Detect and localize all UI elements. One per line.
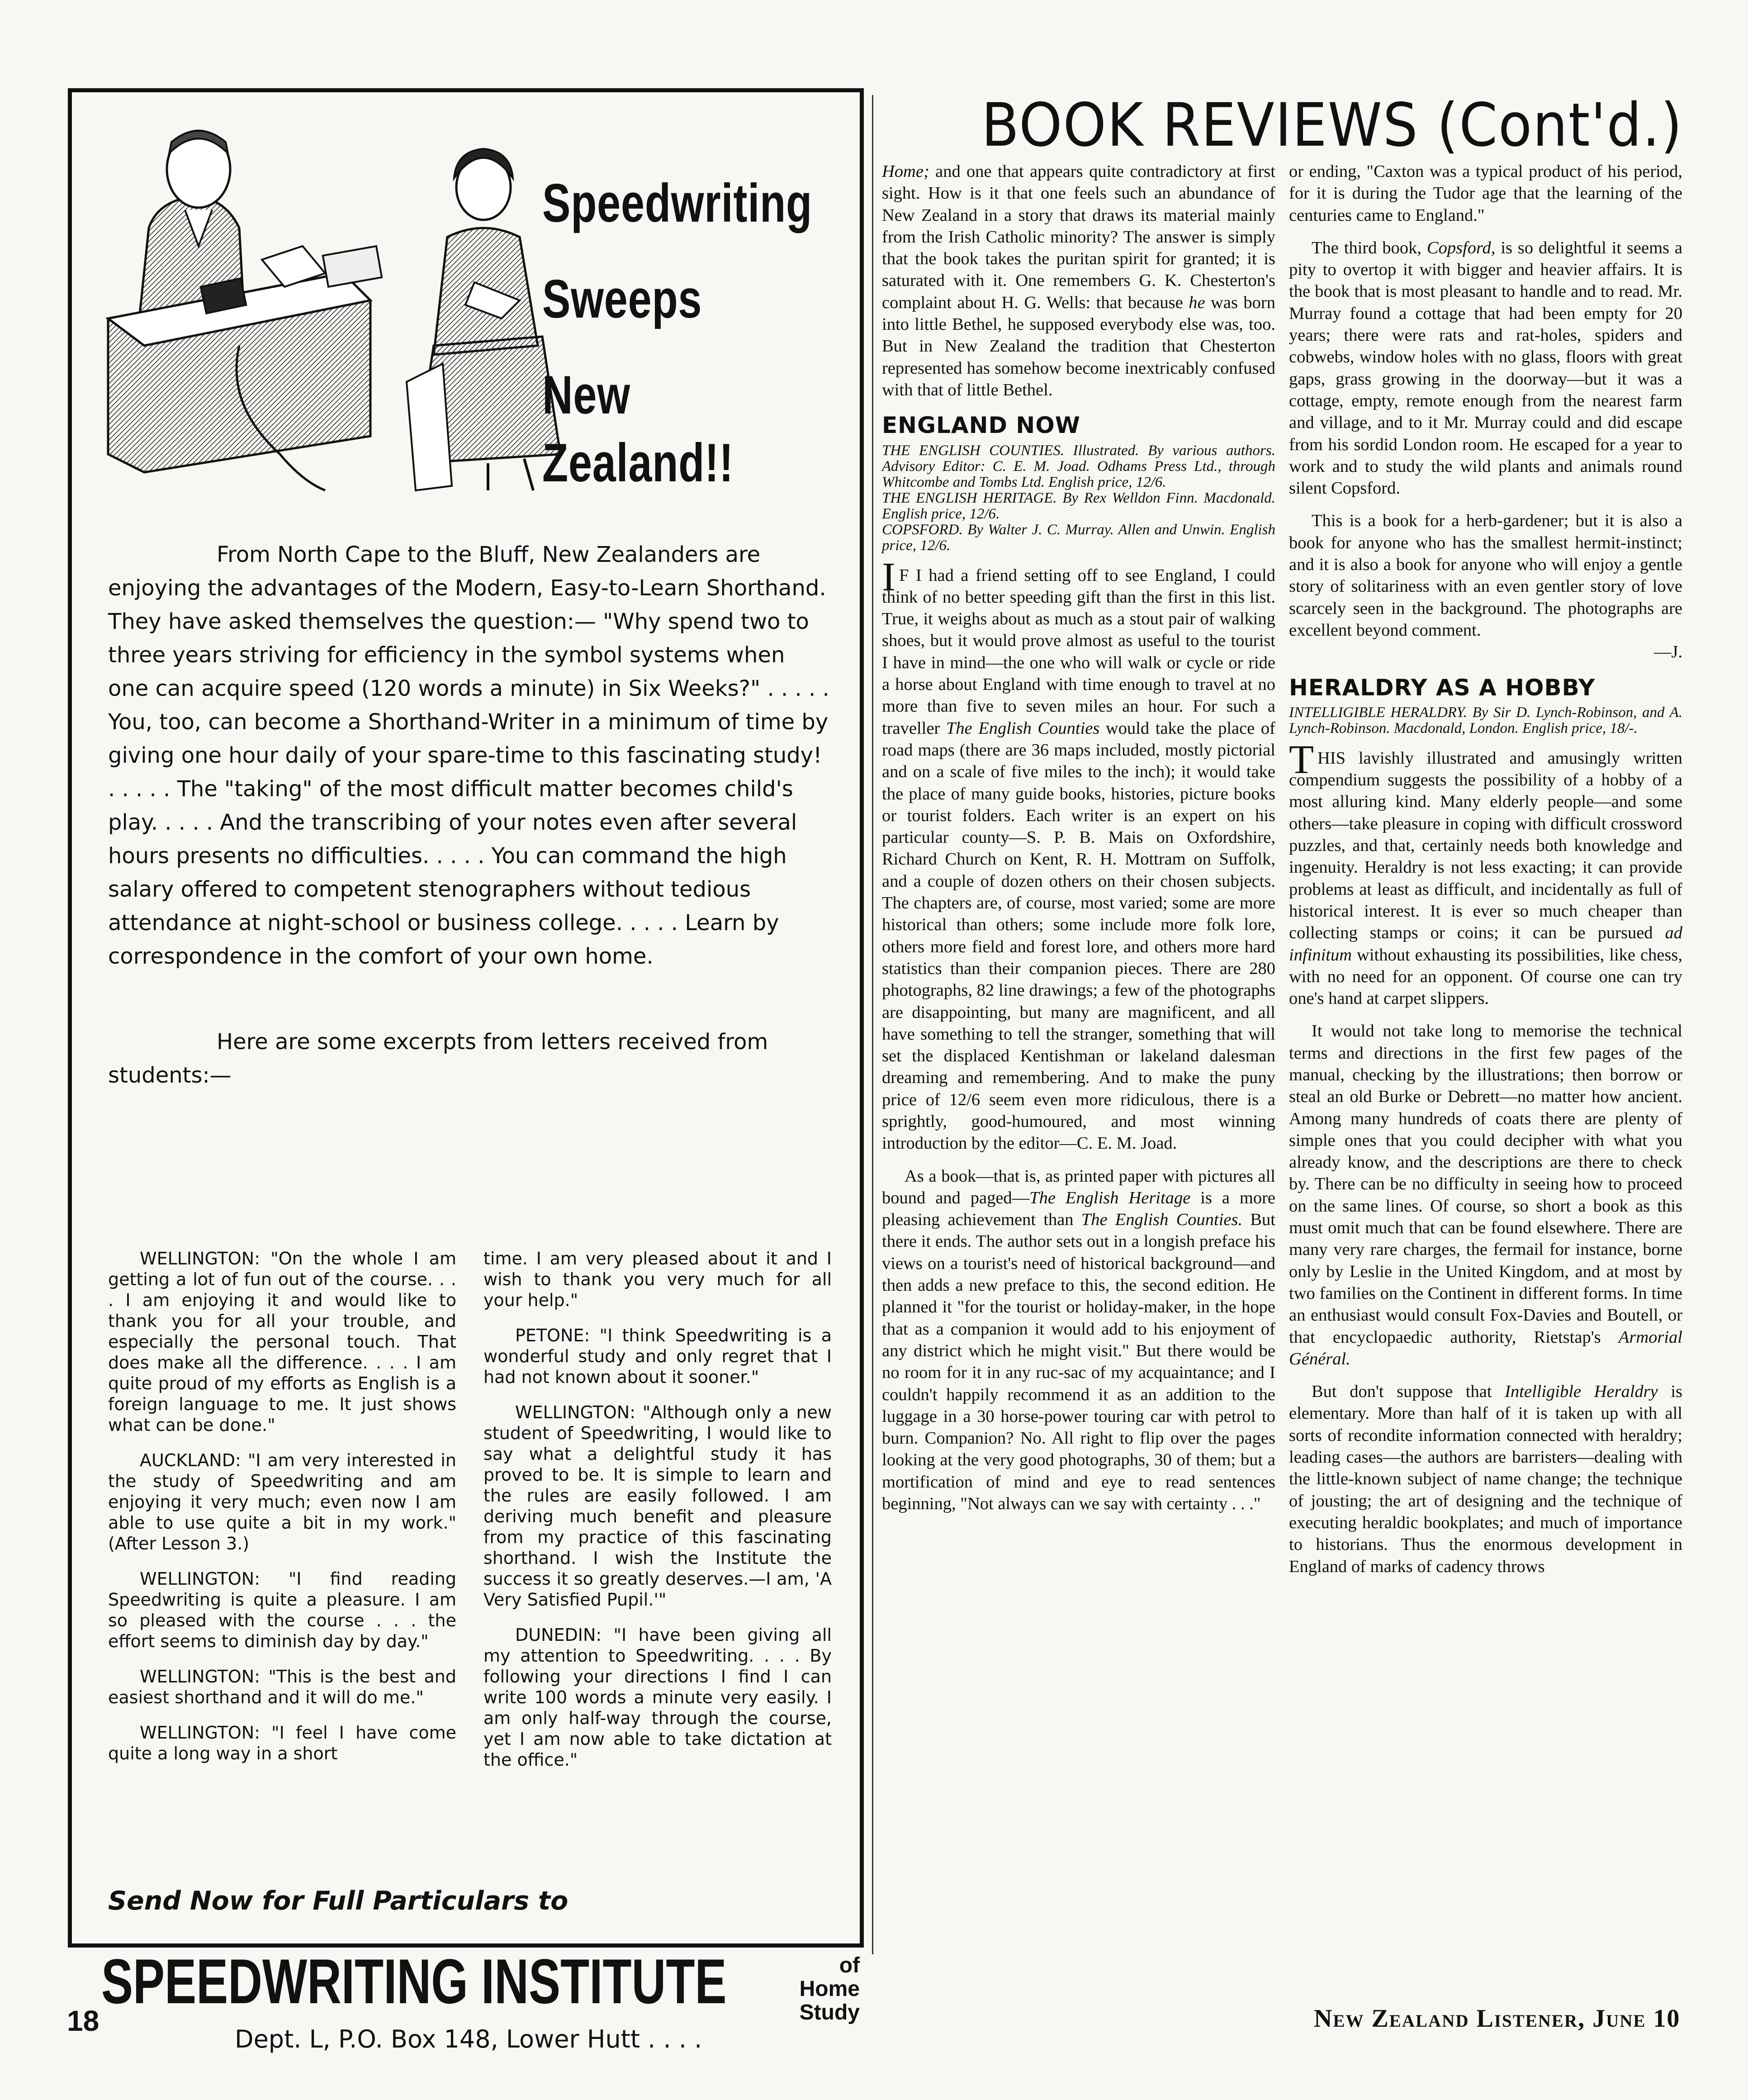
institute-address: Dept. L, P.O. Box 148, Lower Hutt . . . . <box>235 2025 702 2053</box>
publication-footer: New Zealand Listener, June 10 <box>1314 2005 1681 2033</box>
book-citation: COPSFORD. By Walter J. C. Murray. Allen and Unwin. English price, 12/6. <box>882 521 1275 554</box>
letter: AUCKLAND: "I am very interested in the study of Speedwriting and am enjoying it very much; even now I am able to use quite a bit in my work." (After Lesson 3.) <box>108 1450 456 1554</box>
book-citation: INTELLIGIBLE HERALDRY. By Sir D. Lynch-Robinson, and A. Lynch-Robinson. Macdonald, London. English price, 18/-. <box>1289 704 1682 736</box>
review-paragraph: THIS lavishly illustrated and amusingly written compendium suggests the possibility of a hobby of a most alluring kind. Many elderly people—and some others—take pleasure in coping with difficult crossword puzzles, and that, certainly needs both knowledge and ingenuity. Heraldry is not less exacting; it can provide problems at least as difficult, and incidentally as full of historical interest. It is ever so much cheaper than collecting stamps or coins; it can be pursued ad infinitum without exhausting its possibilities, like chess, with no need for an opponent. Of course one can try one's hand at carpet slippers. <box>1289 737 1682 1008</box>
reviews-column-2 <box>1289 161 1682 1577</box>
letter: time. I am very pleased about it and I wish to thank you very much for all your help." <box>483 1249 832 1310</box>
letter: WELLINGTON: "I feel I have come quite a long way in a short <box>108 1723 456 1763</box>
heraldry-heading: HERALDRY AS A HOBBY <box>1289 674 1596 701</box>
review-paragraph: This is a book for a herb-gardener; but it is also a book for anyone who has the smallest hermit-instinct; and it is also a book for anyone who will enjoy a gentle story of solitariness with an even gentler story of love scarcely seen in the background. The photographs are excellent beyond comment. <box>1289 511 1682 640</box>
office-illustration <box>90 110 578 499</box>
letter: DUNEDIN: "I have been giving all my attention to Speedwriting. . . . By following your directions I find I can write 100 words a minute very easily. I am only half-way through the course, yet I am now able to take dictation at the office." <box>483 1625 832 1770</box>
headline-line: Sweeps <box>542 269 702 329</box>
letter: WELLINGTON: "On the whole I am getting a lot of fun out of the course. . . . I am enjoying it and would like to thank you for all your trouble, and especially the personal touch. That does make all the difference. . . . I am quite proud of my efforts as English is a foreign language to me. It just shows what can be done." <box>108 1249 456 1435</box>
book-citation: THE ENGLISH HERITAGE. By Rex Welldon Finn. Macdonald. English price, 12/6. <box>882 489 1275 522</box>
ad-headline <box>542 169 817 525</box>
letters-col-left <box>108 1248 456 1778</box>
of-home-label: of Home <box>799 1953 860 2001</box>
page-number: 18 <box>67 2005 99 2037</box>
book-reviews-title: BOOK REVIEWS (Cont'd.) <box>981 90 1683 160</box>
institute-name: SPEEDWRITING INSTITUTE <box>101 1946 727 2017</box>
england-now-heading: ENGLAND NOW <box>882 412 1080 439</box>
letter: WELLINGTON: "This is the best and easiest shorthand and it will do me." <box>108 1667 456 1707</box>
letter: PETONE: "I think Speedwriting is a wonderful study and only regret that I had not known about it sooner." <box>483 1326 832 1387</box>
ad-intro <box>108 538 832 1092</box>
reviews-column-1 <box>882 161 1275 1515</box>
headline-line: Speedwriting <box>542 173 813 233</box>
headline-line: New Zealand!! <box>542 365 734 493</box>
of-home-study <box>782 1954 860 2024</box>
send-now-line: Send Now for Full Particulars to <box>108 1886 568 1916</box>
review-paragraph: As a book—that is, as printed paper with pictures all bound and paged—The English Heritage is a more pleasing achievement than The English Counties. But there it ends. The author sets out in a longish preface his views on a tourist's need of historical background—and then adds a new preface to this, the second edition. He planned it "for the tourist or holiday-maker, in the hope that as a companion it would add to his enjoyment of any district which he might visit." But there would be no room for it in any ruc-sac of my acquaintance; and I couldn't happily recommend it as an addition to the luggage in a 30 horse-power touring car with petrol to burn. Companion? No. All right to flip over the pages looking at the very good photographs, 30 of them; but a mortification of mind and eye to read sentences beginning, "Not always can we say with certainty . . ." <box>882 1166 1276 1514</box>
reviewer-signature: —J. <box>1653 642 1682 662</box>
intro-paragraph: From North Cape to the Bluff, New Zealanders are enjoying the advantages of the Modern, Easy-to-Learn Shorthand. They have asked themselves the question:— "Why spend two to three years striving for efficiency in the symbol systems when one can acquire speed (120 words a minute) in Six Weeks?" . . . . . You, too, can become a Shorthand-Writer in a minimum of time by giving one hour daily of your spare-time to this fascinating study! . . . . . The "taking" of the most difficult matter becomes child's play. . . . . And the transcribing of your notes even after several hours presents no difficulties. . . . . You can command the high salary offered to competent stenographers without tedious attendance at night-school or business college. . . . . Learn by correspondence in the comfort of your own home. <box>108 542 829 969</box>
book-citation: THE ENGLISH COUNTIES. Illustrated. By various authors. Advisory Editor: C. E. M. Joad. Odhams Press Ltd., through Whitcombe and Tombs Ltd. English price, 12/6. <box>882 442 1275 490</box>
excerpts-intro: Here are some excerpts from letters received from students:— <box>108 1029 768 1088</box>
column-divider <box>872 95 873 1954</box>
review-paragraph: Home; and one that appears quite contradictory at first sight. How is it that one feels such an abundance of New Zealand in a story that draws its material mainly from the Irish Catholic minority? The answer is simply that the book takes the puritan spirit for granted; it is saturated with it. One remembers G. K. Chesterton's complaint about H. G. Wells: that because he was born into little Bethel, he supposed everybody else was, too. But in New Zealand the tradition that Chesterton represented has somehow become inextricably confused with that of little Bethel. <box>882 162 1276 399</box>
letters-col-right <box>483 1248 832 1785</box>
review-paragraph: IF I had a friend setting off to see England, I could think of no better speeding gift than the first in this list. True, it weighs about as much as a stout pair of walking shoes, but it would prove almost as useful to the tourist I have in mind—the one who will walk or cycle or ride a horse about England with time enough to travel at no more than five to seven miles an hour. For such a traveller The English Counties would take the place of road maps (there are 36 maps included, mostly pictorial and on a scale of five miles to the inch); it would take the place of many guide books, histories, picture books or tourist folders. Each writer is an expert on his particular county—S. P. B. Mais on Oxfordshire, Richard Church on Kent, R. H. Mottram on Suffolk, and a couple of dozen others on their chosen subjects. The chapters are, of course, most varied; some are more historical than others; some include more folk lore, others more field and forest lore, and others more hard statistics than their companion pieces. There are 280 photographs, 82 line drawings; a few of the photographs are disappointing, but many are magnificent, and all have something to tell the stranger, something that will set the displaced Kentishman or lakeland dalesman dreaming and remembering. And to make the puny price of 12/6 seem even more ridiculous, there is a sprightly, good-humoured, and most winning introduction by the editor—C. E. M. Joad. <box>882 554 1275 1153</box>
letter: WELLINGTON: "Although only a new student of Speedwriting, I would like to say what a delightful study it has proved to be. It is simple to learn and the rules are easily followed. I am deriving much benefit and pleasure from my practice of this fascinating shorthand. I wish the Institute the success it so greatly deserves.—I am, 'A Very Satisfied Pupil.'" <box>483 1402 832 1610</box>
review-paragraph: But don't suppose that Intelligible Heraldry is elementary. More than half of it is taken up with all sorts of recondite information connected with heraldry; leading cases—the authors are barristers—dealing with the little-known subject of name change; the technique of jousting; the art of designing and the technique of executing heraldic bookplates; and much of importance to historians. Thus the enormous development in England of marks of cadency throws <box>1289 1382 1683 1576</box>
letter: WELLINGTON: "I find reading Speedwriting is quite a pleasure. I am so pleased with the course . . . the effort seems to diminish day by day." <box>108 1569 456 1651</box>
review-paragraph: It would not take long to memorise the technical terms and directions in the first few pages of the manual, checking by the illustrations; then borrow or steal an old Burke or Debrett—no matter how ancient. Among many hundreds of coats there are plenty of simple ones that you could decipher with what you already know, and the descriptions are there to check by. There can be no difficulty in seeing how to proceed on the same lines. Of course, so short a book as this must omit much that can be found elsewhere. There are many very rare charges, the fermail for instance, borne only by Leslie in the United Kingdom, and at most by two families on the Continent in different forms. In time an enthusiast would consult Fox-Davies and Boutell, or that encyclopaedic authority, Rietstap's Armorial Général. <box>1289 1021 1682 1368</box>
review-paragraph: or ending, "Caxton was a typical product of his period, for it is during the Tudor age that the learning of the centuries came to England." <box>1289 162 1682 225</box>
study-label: Study <box>799 2000 860 2024</box>
review-paragraph: The third book, Copsford, is so delightful it seems a pity to overtop it with bigger and heavier affairs. It is the book that is most pleasant to handle and to read. Mr. Murray found a cottage that had been empty for 20 years; there were rats and rat-holes, spiders and cobwebs, window holes with no glass, floors with great gaps, grass growing in the doorway—but it was a cottage, empty, remote enough from the nearest farm and village, and to it Mr. Murray could and did escape from his sordid London room. He escaped for a year to work and to study the wild plants and animals round silent Copsford. <box>1289 238 1682 498</box>
